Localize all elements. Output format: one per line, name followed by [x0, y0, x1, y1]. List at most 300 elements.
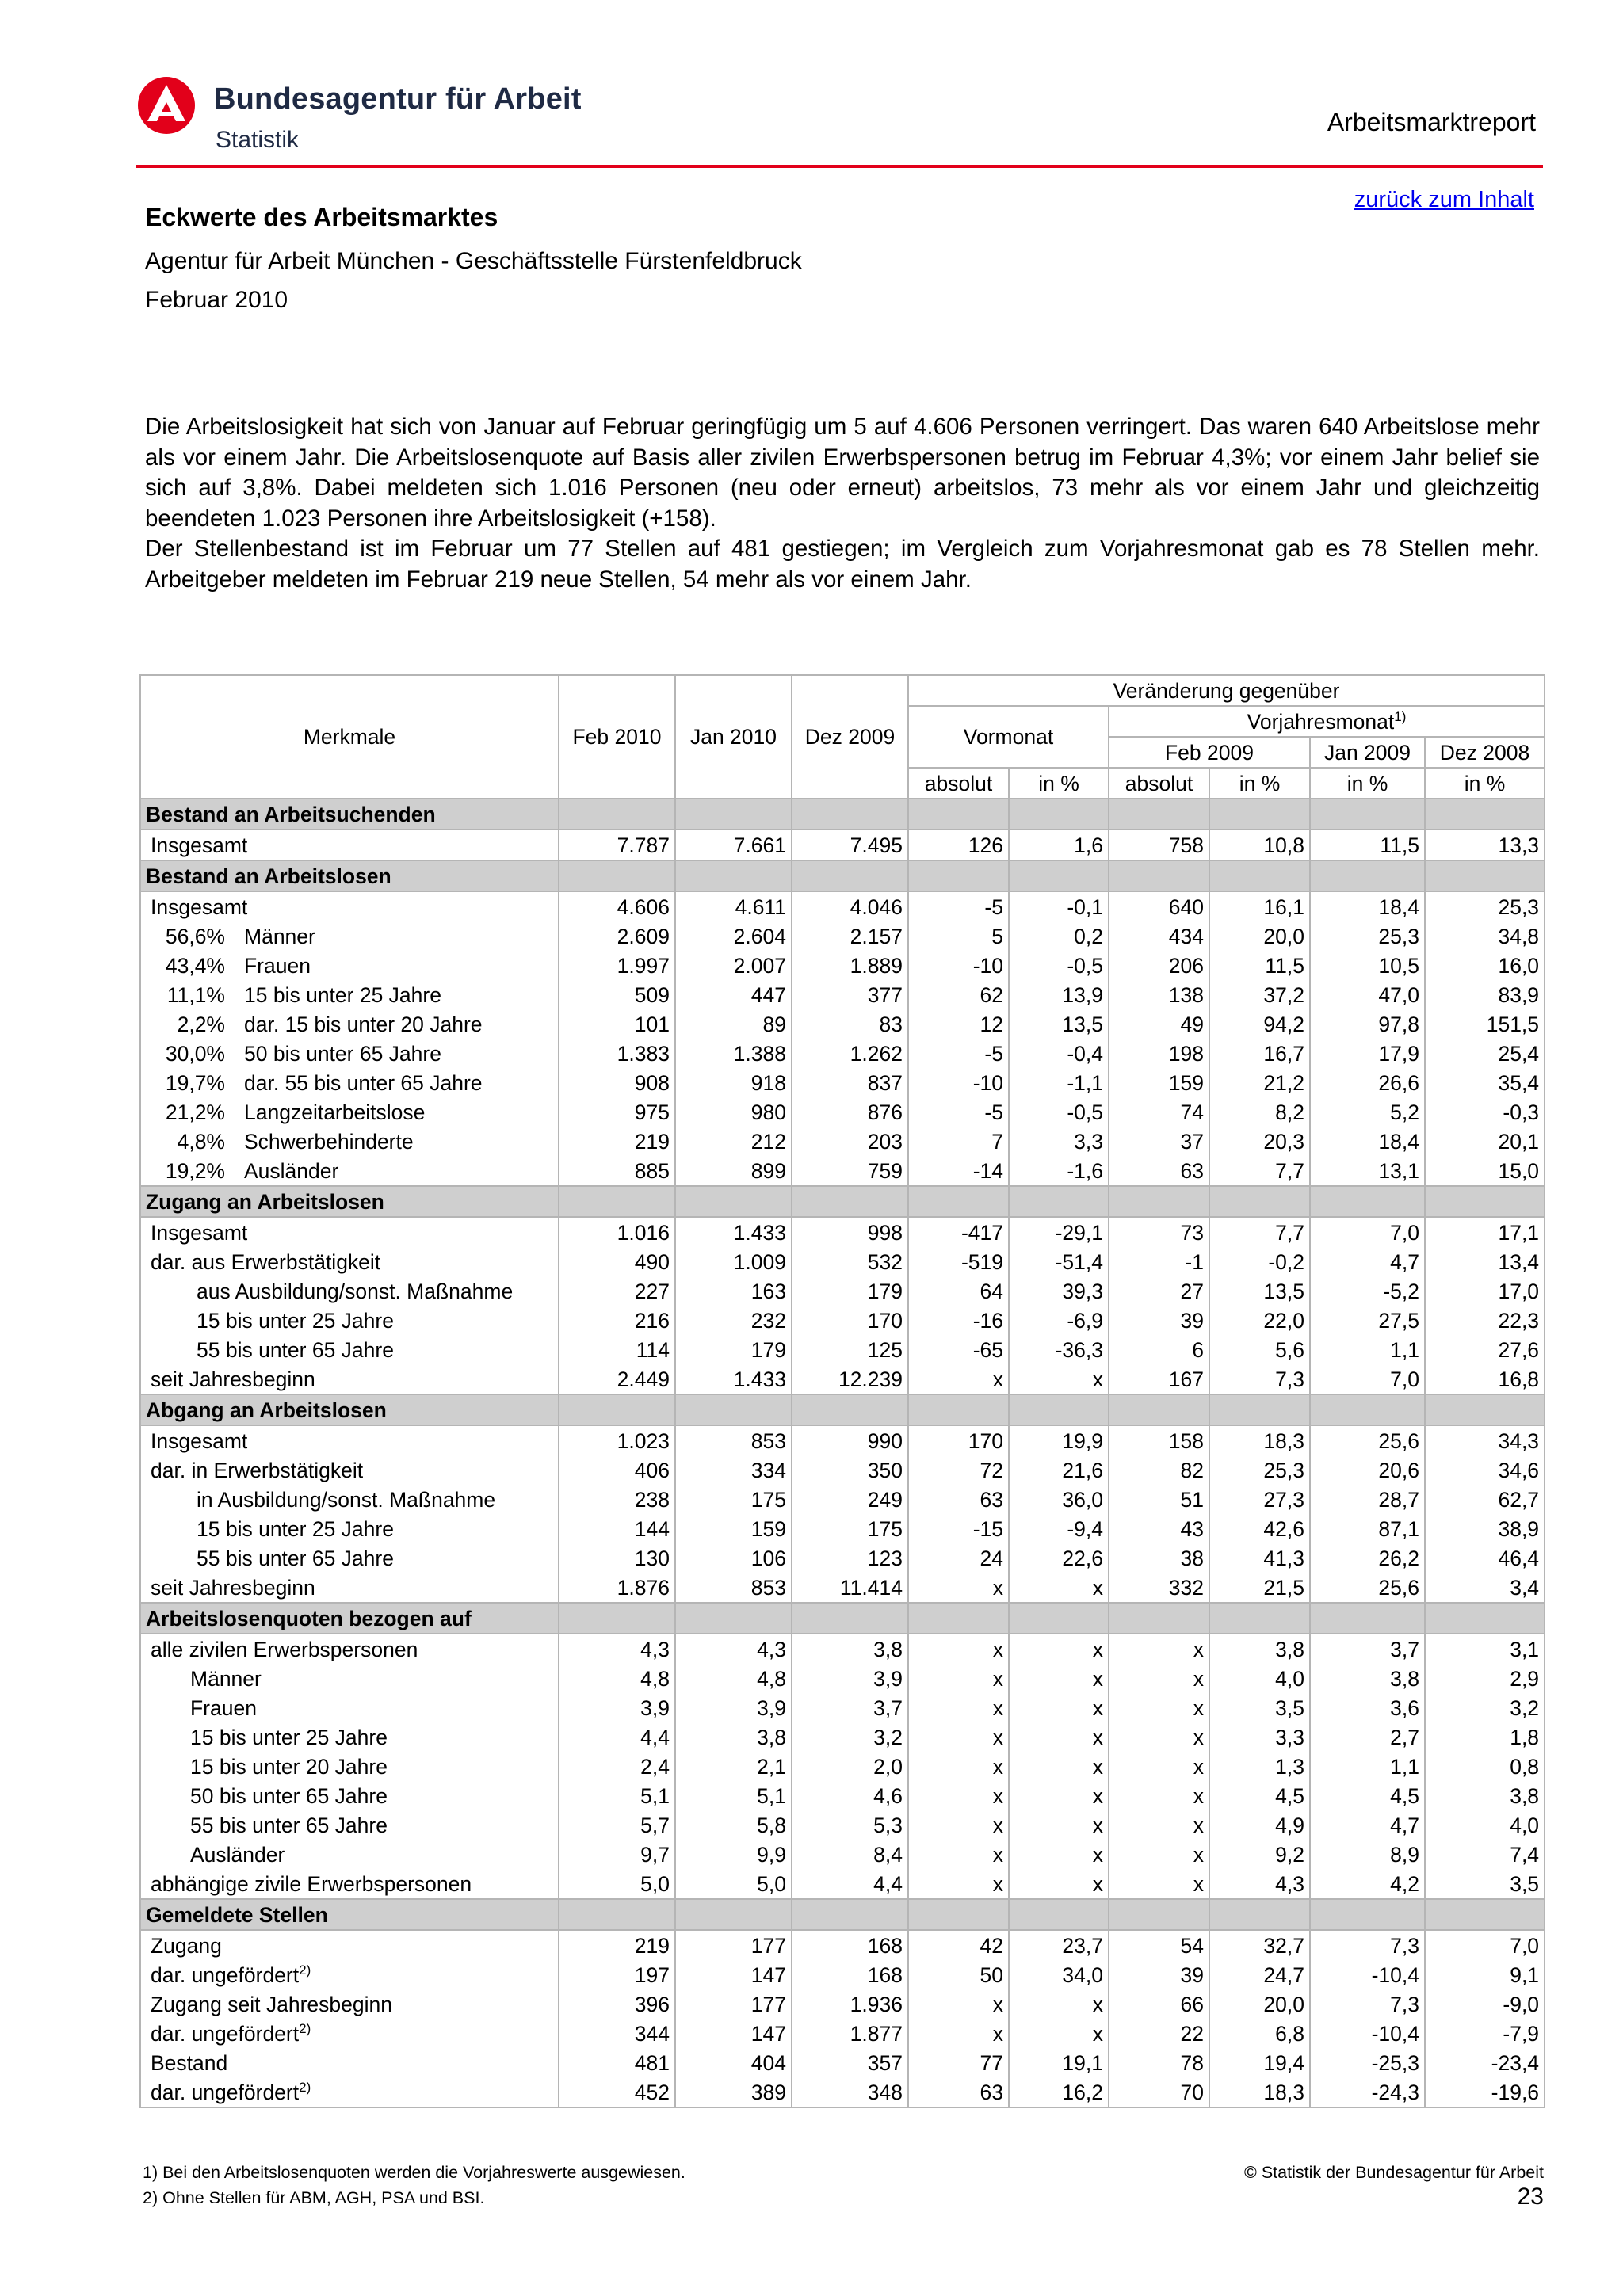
value-cell: 25,4 — [1425, 1039, 1545, 1068]
value-cell: 24 — [908, 1543, 1009, 1573]
section-empty-cell — [792, 1186, 908, 1217]
footnote-ref-2: 2) — [299, 2079, 311, 2095]
value-cell: 25,6 — [1310, 1573, 1425, 1603]
value-cell: 899 — [675, 1156, 792, 1186]
value-cell: 206 — [1109, 951, 1209, 980]
value-cell: 2.609 — [559, 921, 675, 951]
value-cell: 4,9 — [1209, 1810, 1310, 1840]
header-in-pct: in % — [1425, 768, 1545, 799]
value-cell: 2,0 — [792, 1752, 908, 1781]
table-row — [140, 1247, 1545, 1276]
value-cell: 998 — [792, 1217, 908, 1247]
section-empty-cell — [1425, 799, 1545, 830]
value-cell: 4.046 — [792, 891, 908, 921]
section-empty-cell — [1310, 799, 1425, 830]
row-label-cell — [140, 1752, 559, 1781]
value-cell: x — [1109, 1664, 1209, 1693]
value-cell: 1.433 — [675, 1364, 792, 1394]
section-empty-cell — [675, 1899, 792, 1930]
value-cell: 123 — [792, 1543, 908, 1573]
row-label: dar. ungefördert — [151, 1962, 300, 1987]
row-label: Zugang seit Jahresbeginn — [151, 1992, 392, 2016]
value-cell: 4,3 — [675, 1634, 792, 1664]
value-cell: 138 — [1109, 980, 1209, 1009]
value-cell: 7,3 — [1310, 1930, 1425, 1960]
table-row — [140, 1781, 1545, 1810]
value-cell: 17,1 — [1425, 1217, 1545, 1247]
value-cell: 3,8 — [792, 1634, 908, 1664]
value-cell: 3,9 — [792, 1664, 908, 1693]
row-label: dar. ungefördert — [151, 2080, 300, 2104]
value-cell: 9,1 — [1425, 1960, 1545, 1989]
value-cell: 147 — [675, 1960, 792, 1989]
section-empty-cell — [675, 799, 792, 830]
value-cell: 5,3 — [792, 1810, 908, 1840]
value-cell: 249 — [792, 1485, 908, 1514]
value-cell: 1.877 — [792, 2019, 908, 2048]
value-cell: 1,1 — [1310, 1335, 1425, 1364]
value-cell: 144 — [559, 1514, 675, 1543]
section-empty-cell — [1209, 1394, 1310, 1425]
value-cell: 640 — [1109, 891, 1209, 921]
value-cell: 885 — [559, 1156, 675, 1186]
value-cell: 6,8 — [1209, 2019, 1310, 2048]
value-cell: 853 — [675, 1425, 792, 1455]
value-cell: 3,2 — [792, 1722, 908, 1752]
section-empty-cell — [1425, 860, 1545, 891]
value-cell: 212 — [675, 1127, 792, 1156]
value-cell: 9,2 — [1209, 1840, 1310, 1869]
page-title: Eckwerte des Arbeitsmarktes — [145, 203, 498, 231]
value-cell: 3,5 — [1209, 1693, 1310, 1722]
section-empty-cell — [1109, 1394, 1209, 1425]
section-empty-cell — [1209, 1899, 1310, 1930]
value-cell: 22 — [1109, 2019, 1209, 2048]
value-cell: 3,1 — [1425, 1634, 1545, 1664]
value-cell: -15 — [908, 1514, 1009, 1543]
value-cell: 77 — [908, 2048, 1009, 2077]
value-cell: -19,6 — [1425, 2077, 1545, 2107]
footnote-ref-1: 1) — [1394, 708, 1407, 724]
value-cell: 114 — [559, 1335, 675, 1364]
value-cell: 0,2 — [1009, 921, 1109, 951]
value-cell: -16 — [908, 1306, 1009, 1335]
section-empty-cell — [1425, 1394, 1545, 1425]
value-cell: 13,5 — [1009, 1009, 1109, 1039]
value-cell: 27,5 — [1310, 1306, 1425, 1335]
header-absolut: absolut — [1109, 768, 1209, 799]
value-cell: 18,4 — [1310, 891, 1425, 921]
value-cell: 1.023 — [559, 1425, 675, 1455]
value-cell: 4,8 — [559, 1664, 675, 1693]
section-empty-cell — [792, 1394, 908, 1425]
value-cell: 5 — [908, 921, 1009, 951]
section-label: Bestand an Arbeitsuchenden — [140, 799, 559, 830]
value-cell: 990 — [792, 1425, 908, 1455]
row-label: Frauen — [244, 953, 311, 978]
section-empty-cell — [559, 1899, 675, 1930]
value-cell: 3,4 — [1425, 1573, 1545, 1603]
value-cell: 2,4 — [559, 1752, 675, 1781]
value-cell: 20,3 — [1209, 1127, 1310, 1156]
value-cell: x — [908, 1634, 1009, 1664]
value-cell: 227 — [559, 1276, 675, 1306]
copyright: © Statistik der Bundesagentur für Arbeit — [1244, 2163, 1544, 2182]
row-share: 56,6% — [165, 924, 225, 948]
value-cell: 62,7 — [1425, 1485, 1545, 1514]
value-cell: 1.876 — [559, 1573, 675, 1603]
value-cell: 7,0 — [1310, 1364, 1425, 1394]
value-cell: 509 — [559, 980, 675, 1009]
row-label-cell — [140, 1247, 559, 1276]
labour-market-table — [139, 674, 1545, 2108]
value-cell: 3,6 — [1310, 1693, 1425, 1722]
value-cell: -0,2 — [1209, 1247, 1310, 1276]
section-empty-cell — [908, 1186, 1009, 1217]
value-cell: 17,0 — [1425, 1276, 1545, 1306]
section-label: Abgang an Arbeitslosen — [140, 1394, 559, 1425]
table-row — [140, 1722, 1545, 1752]
row-label-cell — [140, 1455, 559, 1485]
value-cell: 41,3 — [1209, 1543, 1310, 1573]
table-row — [140, 1810, 1545, 1840]
value-cell: 34,0 — [1009, 1960, 1109, 1989]
table-row — [140, 1364, 1545, 1394]
value-cell: 32,7 — [1209, 1930, 1310, 1960]
value-cell: 219 — [559, 1930, 675, 1960]
value-cell: -417 — [908, 1217, 1009, 1247]
header-dez-2009: Dez 2009 — [792, 675, 908, 799]
row-label-cell — [140, 1127, 559, 1156]
value-cell: 72 — [908, 1455, 1009, 1485]
value-cell: 51 — [1109, 1485, 1209, 1514]
value-cell: 4,3 — [559, 1634, 675, 1664]
value-cell: 78 — [1109, 2048, 1209, 2077]
report-period: Februar 2010 — [145, 287, 288, 313]
value-cell: 759 — [792, 1156, 908, 1186]
row-label-cell — [140, 980, 559, 1009]
value-cell: -9,4 — [1009, 1514, 1109, 1543]
section-label: Bestand an Arbeitslosen — [140, 860, 559, 891]
value-cell: 3,9 — [675, 1693, 792, 1722]
section-empty-cell — [675, 1186, 792, 1217]
section-header-row — [140, 1899, 1545, 1930]
value-cell: 332 — [1109, 1573, 1209, 1603]
value-cell: 975 — [559, 1097, 675, 1127]
row-label: Männer — [190, 1666, 262, 1691]
summary-text — [145, 412, 1540, 595]
row-label: seit Jahresbeginn — [151, 1367, 315, 1391]
row-label-cell — [140, 1097, 559, 1127]
table-row — [140, 1664, 1545, 1693]
value-cell: 1.997 — [559, 951, 675, 980]
value-cell: 2.007 — [675, 951, 792, 980]
value-cell: 28,7 — [1310, 1485, 1425, 1514]
value-cell: -23,4 — [1425, 2048, 1545, 2077]
value-cell: 1,3 — [1209, 1752, 1310, 1781]
value-cell: 177 — [675, 1989, 792, 2019]
row-label-cell — [140, 1068, 559, 1097]
section-empty-cell — [1425, 1899, 1545, 1930]
header-veraenderung: Veränderung gegenüber — [908, 675, 1545, 706]
value-cell: 13,3 — [1425, 830, 1545, 860]
table-row — [140, 1068, 1545, 1097]
value-cell: -5,2 — [1310, 1276, 1425, 1306]
table-row — [140, 1039, 1545, 1068]
value-cell: 12 — [908, 1009, 1009, 1039]
row-label-cell — [140, 1009, 559, 1039]
value-cell: 4,2 — [1310, 1869, 1425, 1899]
table-row — [140, 1514, 1545, 1543]
section-empty-cell — [1009, 860, 1109, 891]
value-cell: -0,5 — [1009, 1097, 1109, 1127]
section-header-row — [140, 860, 1545, 891]
value-cell: -65 — [908, 1335, 1009, 1364]
row-share: 4,8% — [177, 1129, 225, 1154]
table-row — [140, 1097, 1545, 1127]
value-cell: 130 — [559, 1543, 675, 1573]
value-cell: 5,6 — [1209, 1335, 1310, 1364]
row-label: dar. aus Erwerbstätigkeit — [151, 1249, 381, 1274]
value-cell: x — [1009, 1722, 1109, 1752]
value-cell: x — [908, 1722, 1009, 1752]
value-cell: 377 — [792, 980, 908, 1009]
value-cell: 8,4 — [792, 1840, 908, 1869]
value-cell: 27 — [1109, 1276, 1209, 1306]
value-cell: 348 — [792, 2077, 908, 2107]
value-cell: 4,5 — [1310, 1781, 1425, 1810]
value-cell: 4.611 — [675, 891, 792, 921]
header-jan-2009: Jan 2009 — [1310, 737, 1425, 768]
footnote-ref-2: 2) — [299, 2020, 311, 2036]
row-share: 2,2% — [177, 1012, 225, 1036]
value-cell: 4,0 — [1209, 1664, 1310, 1693]
row-label: Langzeitarbeitslose — [244, 1100, 426, 1124]
table-row — [140, 1335, 1545, 1364]
section-empty-cell — [792, 799, 908, 830]
value-cell: 87,1 — [1310, 1514, 1425, 1543]
value-cell: 1.433 — [675, 1217, 792, 1247]
table-row — [140, 1127, 1545, 1156]
value-cell: 42,6 — [1209, 1514, 1310, 1543]
value-cell: 3,8 — [675, 1722, 792, 1752]
table-row — [140, 1217, 1545, 1247]
value-cell: 25,6 — [1310, 1425, 1425, 1455]
section-empty-cell — [792, 1603, 908, 1634]
value-cell: 168 — [792, 1960, 908, 1989]
value-cell: 9,9 — [675, 1840, 792, 1869]
value-cell: 853 — [675, 1573, 792, 1603]
row-label: Ausländer — [244, 1158, 339, 1183]
value-cell: 1,1 — [1310, 1752, 1425, 1781]
row-label: dar. in Erwerbstätigkeit — [151, 1458, 364, 1482]
value-cell: 10,5 — [1310, 951, 1425, 980]
agency-subtitle: Agentur für Arbeit München - Geschäftsstelle Fürstenfeldbruck — [145, 248, 802, 274]
table-body — [140, 799, 1545, 2107]
header-absolut: absolut — [908, 768, 1009, 799]
row-label-cell — [140, 1781, 559, 1810]
value-cell: 918 — [675, 1068, 792, 1097]
section-empty-cell — [1310, 1186, 1425, 1217]
value-cell: 39,3 — [1009, 1276, 1109, 1306]
value-cell: -5 — [908, 1097, 1009, 1127]
row-label: Insgesamt — [151, 833, 248, 857]
value-cell: 3,7 — [1310, 1634, 1425, 1664]
value-cell: 83 — [792, 1009, 908, 1039]
value-cell: 452 — [559, 2077, 675, 2107]
row-label: Insgesamt — [151, 1220, 248, 1245]
value-cell: 74 — [1109, 1097, 1209, 1127]
back-to-contents-link[interactable]: zurück zum Inhalt — [1354, 187, 1534, 212]
value-cell: 1.889 — [792, 951, 908, 980]
value-cell: 37,2 — [1209, 980, 1310, 1009]
value-cell: -10,4 — [1310, 2019, 1425, 2048]
value-cell: 35,4 — [1425, 1068, 1545, 1097]
value-cell: 238 — [559, 1485, 675, 1514]
value-cell: 24,7 — [1209, 1960, 1310, 1989]
value-cell: 4,0 — [1425, 1810, 1545, 1840]
value-cell: -7,9 — [1425, 2019, 1545, 2048]
value-cell: 94,2 — [1209, 1009, 1310, 1039]
value-cell: x — [1009, 1989, 1109, 2019]
value-cell: 1.016 — [559, 1217, 675, 1247]
section-empty-cell — [1109, 1603, 1209, 1634]
value-cell: 11.414 — [792, 1573, 908, 1603]
value-cell: 16,2 — [1009, 2077, 1109, 2107]
value-cell: 20,0 — [1209, 1989, 1310, 2019]
value-cell: 2.604 — [675, 921, 792, 951]
value-cell: x — [1009, 1364, 1109, 1394]
summary-paragraph-vacancies: Der Stellenbestand ist im Februar um 77 Stellen auf 481 gestiegen; im Vergleich zum Vorjahresmonat gab es 78 Stellen mehr. Arbeitgeber meldeten im Februar 219 neue Stellen, 54 mehr als vor einem Jahr. — [145, 536, 1540, 593]
row-label: 50 bis unter 65 Jahre — [244, 1041, 441, 1066]
value-cell: 7.661 — [675, 830, 792, 860]
table-row — [140, 1156, 1545, 1186]
value-cell: x — [1109, 1869, 1209, 1899]
table-row — [140, 830, 1545, 860]
value-cell: 106 — [675, 1543, 792, 1573]
table-row — [140, 1869, 1545, 1899]
value-cell: 1.009 — [675, 1247, 792, 1276]
header-divider — [136, 165, 1543, 168]
table-row — [140, 1930, 1545, 1960]
table-row — [140, 1634, 1545, 1664]
value-cell: 170 — [908, 1425, 1009, 1455]
value-cell: x — [908, 1693, 1009, 1722]
value-cell: x — [1009, 1664, 1109, 1693]
section-empty-cell — [908, 1394, 1009, 1425]
value-cell: 396 — [559, 1989, 675, 2019]
value-cell: 532 — [792, 1247, 908, 1276]
logo-icon — [136, 75, 197, 139]
value-cell: 4,3 — [1209, 1869, 1310, 1899]
section-empty-cell — [1009, 1899, 1109, 1930]
value-cell: -0,1 — [1009, 891, 1109, 921]
value-cell: 38,9 — [1425, 1514, 1545, 1543]
value-cell: -24,3 — [1310, 2077, 1425, 2107]
value-cell: -1,6 — [1009, 1156, 1109, 1186]
row-label-cell — [140, 1217, 559, 1247]
table-row — [140, 1693, 1545, 1722]
value-cell: 19,4 — [1209, 2048, 1310, 2077]
section-empty-cell — [1425, 1186, 1545, 1217]
section-empty-cell — [1209, 860, 1310, 891]
value-cell: 42 — [908, 1930, 1009, 1960]
row-label: 15 bis unter 25 Jahre — [244, 982, 441, 1007]
value-cell: 82 — [1109, 1455, 1209, 1485]
row-label-cell — [140, 1840, 559, 1869]
section-empty-cell — [675, 1394, 792, 1425]
value-cell: x — [1009, 1573, 1109, 1603]
value-cell: 16,1 — [1209, 891, 1310, 921]
value-cell: 22,0 — [1209, 1306, 1310, 1335]
row-share: 11,1% — [166, 982, 225, 1007]
header-in-pct: in % — [1209, 768, 1310, 799]
section-empty-cell — [1310, 1394, 1425, 1425]
value-cell: x — [1009, 1752, 1109, 1781]
value-cell: 10,8 — [1209, 830, 1310, 860]
value-cell: -0,4 — [1009, 1039, 1109, 1068]
header-vormonat: Vormonat — [908, 706, 1109, 768]
row-share: 43,4% — [165, 953, 225, 978]
section-empty-cell — [559, 1394, 675, 1425]
value-cell: 7,3 — [1209, 1364, 1310, 1394]
section-empty-cell — [1009, 1186, 1109, 1217]
value-cell: -1 — [1109, 1247, 1209, 1276]
table-row — [140, 1306, 1545, 1335]
value-cell: 66 — [1109, 1989, 1209, 2019]
value-cell: 9,7 — [559, 1840, 675, 1869]
table-row — [140, 1425, 1545, 1455]
value-cell: 13,5 — [1209, 1276, 1310, 1306]
value-cell: x — [1009, 1781, 1109, 1810]
value-cell: 26,6 — [1310, 1068, 1425, 1097]
value-cell: 63 — [908, 2077, 1009, 2107]
section-empty-cell — [1310, 1899, 1425, 1930]
value-cell: 38 — [1109, 1543, 1209, 1573]
value-cell: 876 — [792, 1097, 908, 1127]
value-cell: 19,9 — [1009, 1425, 1109, 1455]
value-cell: 19,1 — [1009, 2048, 1109, 2077]
value-cell: -51,4 — [1009, 1247, 1109, 1276]
value-cell: 158 — [1109, 1425, 1209, 1455]
value-cell: 151,5 — [1425, 1009, 1545, 1039]
value-cell: 12.239 — [792, 1364, 908, 1394]
table-row — [140, 1752, 1545, 1781]
row-label: Ausländer — [190, 1842, 285, 1867]
value-cell: 147 — [675, 2019, 792, 2048]
value-cell: 13,1 — [1310, 1156, 1425, 1186]
row-label-cell — [140, 1514, 559, 1543]
section-label: Gemeldete Stellen — [140, 1899, 559, 1930]
value-cell: 1.262 — [792, 1039, 908, 1068]
value-cell: 406 — [559, 1455, 675, 1485]
value-cell: 203 — [792, 1127, 908, 1156]
row-label: Zugang — [151, 1933, 222, 1958]
section-empty-cell — [1425, 1603, 1545, 1634]
value-cell: -6,9 — [1009, 1306, 1109, 1335]
value-cell: 21,6 — [1009, 1455, 1109, 1485]
value-cell: 27,6 — [1425, 1335, 1545, 1364]
table-row — [140, 2048, 1545, 2077]
row-label: 50 bis unter 65 Jahre — [190, 1783, 388, 1808]
section-empty-cell — [1109, 860, 1209, 891]
value-cell: 167 — [1109, 1364, 1209, 1394]
page-number: 23 — [1517, 2183, 1544, 2210]
row-label-cell — [140, 891, 559, 921]
value-cell: 2,7 — [1310, 1722, 1425, 1752]
value-cell: 7,7 — [1209, 1217, 1310, 1247]
value-cell: 177 — [675, 1930, 792, 1960]
